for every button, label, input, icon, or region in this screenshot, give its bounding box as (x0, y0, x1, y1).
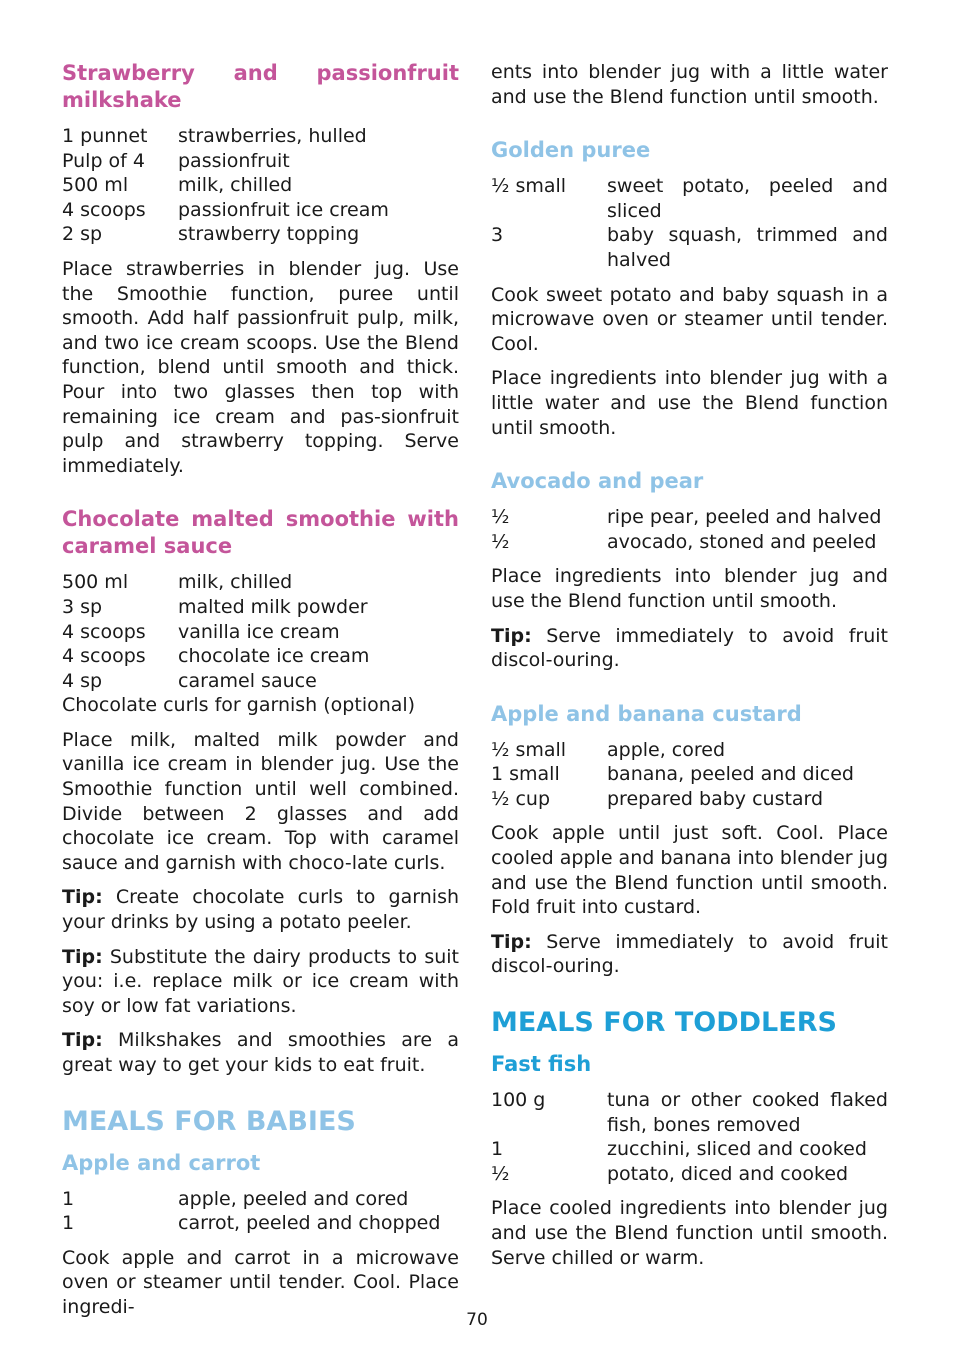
tip-text: Milkshakes and smoothies are a great way to get your kids to eat fruit. (62, 1029, 459, 1076)
ingredient-qty: ½ cup (491, 787, 551, 810)
ingredient-item: sweet potato, peeled and sliced (607, 175, 888, 222)
ingredient-row (62, 222, 459, 247)
recipe-method: Cook sweet potato and baby squash in a microwave oven or steamer until tender. Cool. (491, 283, 888, 355)
ingredient-qty: 1 (62, 1187, 75, 1210)
ingredient-row (491, 1162, 888, 1187)
recipe-title: Strawberry and passionfruit milkshake (62, 61, 459, 112)
ingredient-item: passionfruit ice cream (178, 198, 389, 221)
ingredient-row (62, 595, 459, 620)
recipe-method: Cook apple until just soft. Cool. Place cooled apple and banana into blender jug and use the Blend function until smooth. Fold fruit into custard. (491, 822, 888, 919)
tip-text: Serve immediately to avoid fruit discol-ouring. (491, 624, 888, 672)
ingredient-list (491, 174, 888, 272)
ingredient-list (491, 505, 888, 554)
ingredient-item: ripe pear, peeled and halved (607, 506, 882, 529)
recipe-title: Apple and banana custard (491, 701, 802, 726)
recipe-title: Fast fish (491, 1052, 592, 1077)
ingredient-item: carrot, peeled and chopped (178, 1212, 441, 1235)
ingredient-row (491, 505, 888, 530)
ingredient-row (62, 570, 459, 595)
ingredient-qty: Pulp of 4 (62, 149, 145, 172)
tip-label: Tip: (62, 1029, 103, 1052)
left-column (62, 60, 459, 1330)
ingredient-row (62, 669, 459, 694)
ingredient-item: caramel sauce (178, 669, 317, 692)
page-number: 70 (466, 1310, 488, 1330)
ingredient-row (491, 762, 888, 787)
ingredient-qty: 4 scoops (62, 198, 146, 221)
ingredient-qty: 4 sp (62, 669, 103, 692)
ingredient-row (491, 1137, 888, 1162)
tip (62, 945, 459, 1019)
ingredient-row (62, 1211, 459, 1236)
ingredient-row (62, 1187, 459, 1212)
ingredient-item: baby squash, trimmed and halved (607, 224, 888, 271)
ingredient-qty: 4 scoops (62, 645, 146, 668)
ingredient-row (491, 223, 888, 272)
ingredient-item: vanilla ice cream (178, 620, 340, 643)
tip-text: Create chocolate curls to garnish your drinks by using a potato peeler. (62, 886, 460, 934)
ingredient-list (62, 1187, 459, 1236)
tip (491, 930, 888, 979)
tip-text: Substitute the dairy products to suit you: i.e. replace milk or ice cream with soy or low fat variations. (62, 945, 460, 1017)
tip-label: Tip: (62, 886, 103, 909)
ingredient-row (491, 174, 888, 223)
ingredient-qty: 1 small (491, 763, 560, 786)
ingredient-row (491, 1088, 888, 1137)
tip (62, 885, 459, 934)
recipe-method: Place ingredients into blender jug and use the Blend function until smooth. (491, 565, 888, 612)
ingredient-row (62, 620, 459, 645)
ingredient-qty: 1 (62, 1212, 75, 1235)
ingredient-row (62, 644, 459, 669)
ingredient-item: banana, peeled and diced (607, 763, 854, 786)
section-heading: MEALS FOR BABIES (62, 1105, 356, 1137)
tip-label: Tip: (62, 945, 103, 968)
recipe-title: Golden puree (491, 138, 651, 163)
ingredient-item: passionfruit (178, 149, 290, 172)
ingredient-row (62, 198, 459, 223)
ingredient-item: milk, chilled (178, 174, 293, 197)
ingredient-qty: 3 sp (62, 595, 103, 618)
ingredient-item: avocado, stoned and peeled (607, 530, 877, 553)
ingredient-qty: 1 punnet (62, 125, 148, 147)
ingredient-list (491, 1088, 888, 1186)
recipe-title: Chocolate malted smoothie with caramel sauce (62, 507, 459, 559)
ingredient-row (491, 787, 888, 812)
ingredient-list (491, 738, 888, 812)
ingredient-item: tuna or other cooked flaked fish, bones removed (607, 1089, 888, 1136)
ingredient-row (62, 149, 459, 174)
ingredient-row (491, 530, 888, 555)
ingredient-row (62, 124, 459, 149)
ingredient-qty: ½ small (491, 175, 567, 198)
ingredient-item: strawberry topping (178, 223, 360, 246)
recipe-title: Apple and carrot (62, 1150, 261, 1175)
recipe-method: Cook apple and carrot in a microwave oven or steamer until tender. Cool. Place ingredi- (62, 1246, 459, 1318)
tip (491, 624, 888, 673)
ingredient-qty: 4 scoops (62, 620, 146, 643)
recipe-method: Place cooled ingredients into blender jug and use the Blend function until smooth. Serve chilled or warm. (491, 1197, 888, 1269)
ingredient-list (62, 570, 459, 718)
ingredient-row (491, 738, 888, 763)
ingredient-qty: 1 (491, 1138, 504, 1161)
ingredient-garnish: Chocolate curls for garnish (optional) (62, 694, 416, 717)
recipe-method-continued: ents into blender jug with a little water and use the Blend function until smooth. (491, 61, 888, 108)
ingredient-qty: 500 ml (62, 571, 129, 594)
recipe-method: Place milk, malted milk powder and vanilla ice cream in blender jug. Use the Smoothie function until well combined. Divide between 2 glasses and add chocolate ice cream. Top with caramel sauce and garnish with choco-late curls. (62, 728, 459, 874)
recipe-title: Avocado and pear (491, 469, 704, 494)
ingredient-item: strawberries, hulled (178, 125, 367, 147)
ingredient-qty: ½ small (491, 738, 567, 761)
ingredient-item: prepared baby custard (607, 787, 824, 810)
ingredient-item: apple, peeled and cored (178, 1187, 409, 1210)
ingredient-qty: ½ (491, 530, 510, 553)
ingredient-qty: 2 sp (62, 223, 103, 246)
ingredient-qty: ½ (491, 1162, 510, 1185)
recipe-method: Place ingredients into blender jug with a little water and use the Blend function until smooth. (491, 367, 888, 439)
ingredient-item: potato, diced and cooked (607, 1162, 849, 1185)
section-heading: MEALS FOR TODDLERS (491, 1007, 837, 1039)
ingredient-qty: ½ (491, 506, 510, 529)
ingredient-qty: 500 ml (62, 174, 129, 197)
ingredient-item: apple, cored (607, 738, 726, 761)
tip-text: Serve immediately to avoid fruit discol-ouring. (491, 930, 888, 978)
recipe-method: Place strawberries in blender jug. Use the Smoothie function, puree until smooth. Add half passionfruit pulp, milk, and two ice cream scoops. Use the Blend function, blend until smooth and thick. Pour into two glasses then top with remaining ice cream and pas-sionfruit pulp and strawberry topping. Serve immediately. (62, 257, 459, 477)
ingredient-item: chocolate ice cream (178, 645, 370, 668)
ingredient-qty: 3 (491, 224, 504, 247)
ingredient-item: zucchini, sliced and cooked (607, 1138, 867, 1161)
tip-label: Tip: (491, 624, 532, 647)
ingredient-item: milk, chilled (178, 571, 293, 594)
right-column (491, 60, 888, 1280)
tip-label: Tip: (491, 930, 532, 953)
ingredient-list (62, 124, 459, 247)
ingredient-item: malted milk powder (178, 595, 368, 618)
ingredient-row (62, 173, 459, 198)
ingredient-qty: 100 g (491, 1089, 546, 1112)
tip (62, 1028, 459, 1077)
